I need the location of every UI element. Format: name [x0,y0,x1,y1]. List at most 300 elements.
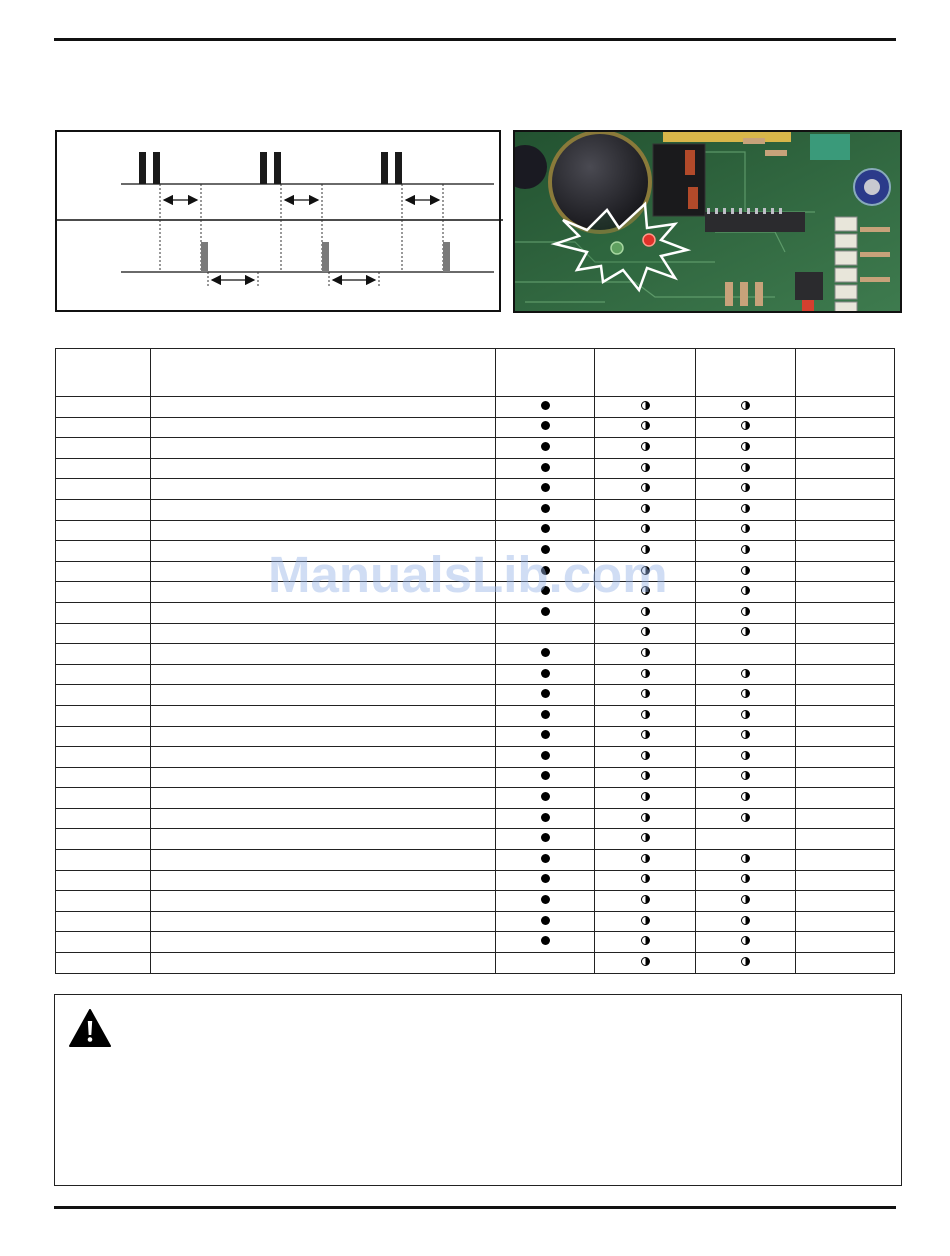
table-row [56,726,895,747]
pulse-bar [395,152,402,184]
table-cell [496,911,595,932]
table-cell [595,685,696,706]
table-row [56,788,895,809]
table-cell [151,932,496,953]
half-filled-circle-icon [741,627,750,636]
table-row [56,397,895,418]
table-row [56,664,895,685]
table-cell [56,788,151,809]
table-cell [56,520,151,541]
half-filled-circle-icon [741,607,750,616]
table-row [56,705,895,726]
timing-diagram-svg [57,132,503,314]
table-cell [796,438,895,459]
half-filled-circle-icon [741,586,750,595]
table-cell [496,438,595,459]
diagnostic-code-table [55,348,895,974]
table-cell [595,438,696,459]
table-row [56,911,895,932]
table-header-row [56,349,895,397]
table-cell [151,891,496,912]
table-cell [151,767,496,788]
table-cell [796,685,895,706]
half-filled-circle-icon [741,710,750,719]
table-cell [595,891,696,912]
table-cell [796,953,895,974]
table-row [56,520,895,541]
half-filled-circle-icon [741,895,750,904]
half-filled-circle-icon [641,627,650,636]
half-filled-circle-icon [741,504,750,513]
half-filled-circle-icon [741,916,750,925]
table-cell [696,644,796,665]
table-row [56,685,895,706]
table-cell [696,911,796,932]
table-cell [151,788,496,809]
table-cell [696,602,796,623]
table-header-cell [151,349,496,397]
table-cell [56,829,151,850]
half-filled-circle-icon [741,545,750,554]
table-cell [151,808,496,829]
control-board-photo [513,130,902,313]
filled-circle-icon [541,730,550,739]
filled-circle-icon [541,545,550,554]
table-row [56,479,895,500]
half-filled-circle-icon [741,936,750,945]
table-cell [696,953,796,974]
table-cell [56,911,151,932]
table-cell [595,664,696,685]
table-cell [151,520,496,541]
table-cell [56,582,151,603]
table-cell [151,726,496,747]
filled-circle-icon [541,771,550,780]
table-cell [56,726,151,747]
table-row [56,438,895,459]
half-filled-circle-icon [641,421,650,430]
led-timing-diagram [55,130,501,312]
table-cell [496,417,595,438]
table-cell [496,561,595,582]
half-filled-circle-icon [741,730,750,739]
table-cell [496,479,595,500]
table-header-cell [496,349,595,397]
half-filled-circle-icon [741,524,750,533]
half-filled-circle-icon [641,916,650,925]
table-cell [151,829,496,850]
table-cell [496,644,595,665]
table-cell [56,644,151,665]
table-cell [56,705,151,726]
table-cell [496,891,595,912]
table-cell [56,602,151,623]
table-cell [696,747,796,768]
table-cell [151,747,496,768]
warning-box [54,994,902,1186]
filled-circle-icon [541,442,550,451]
table-cell [496,541,595,562]
table-cell [56,808,151,829]
red-led-icon [643,234,655,246]
table-cell [696,685,796,706]
table-cell [56,685,151,706]
table-row [56,644,895,665]
half-filled-circle-icon [641,895,650,904]
pulse-bar [153,152,160,184]
half-filled-circle-icon [641,463,650,472]
table-cell [796,541,895,562]
table-cell [595,602,696,623]
table-header-cell [696,349,796,397]
filled-circle-icon [541,874,550,883]
table-cell [496,788,595,809]
table-cell [796,520,895,541]
filled-circle-icon [541,936,550,945]
table-cell [595,911,696,932]
table-cell [56,623,151,644]
table-cell [696,623,796,644]
table-cell [496,623,595,644]
filled-circle-icon [541,813,550,822]
filled-circle-icon [541,669,550,678]
table-row [56,458,895,479]
half-filled-circle-icon [741,401,750,410]
green-led-icon [611,242,623,254]
table-cell [696,397,796,418]
table-cell [595,953,696,974]
half-filled-circle-icon [641,483,650,492]
half-filled-circle-icon [741,874,750,883]
table-cell [595,829,696,850]
table-cell [796,397,895,418]
table-cell [56,438,151,459]
table-cell [56,932,151,953]
table-cell [595,541,696,562]
table-cell [151,499,496,520]
table-cell [151,541,496,562]
filled-circle-icon [541,792,550,801]
table-cell [595,747,696,768]
table-cell [496,932,595,953]
table-header-cell [796,349,895,397]
table-cell [56,417,151,438]
table-cell [595,767,696,788]
table-row [56,808,895,829]
table-cell [151,685,496,706]
table-cell [796,561,895,582]
table-cell [595,479,696,500]
table-cell [595,561,696,582]
table-cell [595,644,696,665]
half-filled-circle-icon [641,792,650,801]
table-cell [595,850,696,871]
top-rule [54,38,896,41]
table-cell [796,808,895,829]
table-cell [56,850,151,871]
table-cell [151,438,496,459]
table-cell [595,726,696,747]
table-row [56,747,895,768]
table-cell [151,582,496,603]
table-cell [151,953,496,974]
table-cell [696,438,796,459]
half-filled-circle-icon [741,566,750,575]
watermark: ManualsLib.com [268,546,668,603]
table-cell [56,541,151,562]
table-cell [496,582,595,603]
table-cell [56,561,151,582]
half-filled-circle-icon [641,730,650,739]
table-cell [56,767,151,788]
filled-circle-icon [541,586,550,595]
half-filled-circle-icon [641,586,650,595]
table-cell [496,767,595,788]
half-filled-circle-icon [641,524,650,533]
table-cell [151,479,496,500]
table-body [56,397,895,974]
table-cell [151,644,496,665]
half-filled-circle-icon [741,813,750,822]
table-row [56,829,895,850]
table-cell [56,953,151,974]
table-cell [595,499,696,520]
table-row [56,953,895,974]
table-row [56,850,895,871]
table-cell [796,850,895,871]
half-filled-circle-icon [741,669,750,678]
table-cell [796,479,895,500]
table-cell [496,602,595,623]
table-cell [796,911,895,932]
pulse-bar [443,242,450,272]
table-row [56,561,895,582]
table-cell [796,747,895,768]
filled-circle-icon [541,401,550,410]
table-cell [496,705,595,726]
table-cell [56,870,151,891]
filled-circle-icon [541,463,550,472]
table-cell [595,870,696,891]
pulse-bar [201,242,208,272]
half-filled-circle-icon [741,442,750,451]
table-cell [696,479,796,500]
table-cell [151,623,496,644]
table-cell [796,623,895,644]
half-filled-circle-icon [641,854,650,863]
filled-circle-icon [541,751,550,760]
table-cell [796,829,895,850]
filled-circle-icon [541,483,550,492]
table-cell [696,458,796,479]
table-cell [696,726,796,747]
table-cell [696,417,796,438]
half-filled-circle-icon [641,957,650,966]
table-row [56,870,895,891]
half-filled-circle-icon [641,771,650,780]
board-photo-svg [515,132,902,313]
table-cell [496,850,595,871]
pulse-bar [322,242,329,272]
table-cell [696,520,796,541]
table-row [56,582,895,603]
half-filled-circle-icon [741,463,750,472]
table-cell [595,397,696,418]
half-filled-circle-icon [641,710,650,719]
half-filled-circle-icon [641,689,650,698]
table-cell [496,870,595,891]
half-filled-circle-icon [641,813,650,822]
table-cell [496,808,595,829]
table-cell [796,705,895,726]
filled-circle-icon [541,648,550,657]
pulse-bar [274,152,281,184]
table-cell [696,891,796,912]
table-cell [796,644,895,665]
table-cell [595,417,696,438]
table-cell [595,623,696,644]
table-cell [151,870,496,891]
table-cell [496,397,595,418]
table-cell [496,726,595,747]
table-cell [56,499,151,520]
table-cell [696,664,796,685]
table-row [56,891,895,912]
half-filled-circle-icon [741,771,750,780]
table-cell [796,582,895,603]
bottom-rule [54,1206,896,1209]
table-cell [496,747,595,768]
filled-circle-icon [541,833,550,842]
filled-circle-icon [541,710,550,719]
table-cell [696,829,796,850]
table-cell [696,932,796,953]
table-cell [56,747,151,768]
table-cell [56,397,151,418]
table-cell [796,726,895,747]
table-cell [496,829,595,850]
filled-circle-icon [541,524,550,533]
table-cell [151,850,496,871]
table-cell [696,808,796,829]
table-header-cell [595,349,696,397]
table-row [56,767,895,788]
table-row [56,417,895,438]
table-cell [151,911,496,932]
table-cell [696,705,796,726]
table-cell [496,685,595,706]
table-cell [595,808,696,829]
pulse-bar [260,152,267,184]
half-filled-circle-icon [741,483,750,492]
table-cell [151,417,496,438]
table-cell [595,458,696,479]
half-filled-circle-icon [741,792,750,801]
table-cell [151,458,496,479]
table-cell [696,561,796,582]
table-cell [496,520,595,541]
table-cell [796,767,895,788]
table-cell [595,932,696,953]
half-filled-circle-icon [741,421,750,430]
half-filled-circle-icon [741,751,750,760]
filled-circle-icon [541,689,550,698]
table-cell [796,788,895,809]
table-cell [56,458,151,479]
filled-circle-icon [541,854,550,863]
table-cell [151,561,496,582]
half-filled-circle-icon [641,833,650,842]
table-cell [595,705,696,726]
table-cell [151,664,496,685]
table-row [56,932,895,953]
half-filled-circle-icon [641,566,650,575]
table-cell [151,705,496,726]
table-cell [796,891,895,912]
filled-circle-icon [541,895,550,904]
table-cell [696,788,796,809]
table-cell [496,458,595,479]
table-row [56,602,895,623]
half-filled-circle-icon [641,504,650,513]
table-cell [496,499,595,520]
half-filled-circle-icon [641,669,650,678]
filled-circle-icon [541,607,550,616]
half-filled-circle-icon [641,874,650,883]
pulse-bar [381,152,388,184]
warning-triangle-icon [69,1009,111,1047]
table-cell [696,767,796,788]
filled-circle-icon [541,421,550,430]
table-cell [796,932,895,953]
table-cell [796,417,895,438]
filled-circle-icon [541,566,550,575]
half-filled-circle-icon [641,442,650,451]
table-cell [151,602,496,623]
table-header-cell [56,349,151,397]
half-filled-circle-icon [641,545,650,554]
pulse-bar [139,152,146,184]
table-cell [696,582,796,603]
table-cell [56,891,151,912]
table-row [56,623,895,644]
table-cell [696,499,796,520]
table-cell [151,397,496,418]
table-row [56,499,895,520]
half-filled-circle-icon [741,689,750,698]
table-cell [56,664,151,685]
table-row [56,541,895,562]
table-cell [595,582,696,603]
half-filled-circle-icon [741,854,750,863]
half-filled-circle-icon [641,751,650,760]
table-cell [496,953,595,974]
table-cell [796,870,895,891]
table-cell [796,602,895,623]
table-cell [595,788,696,809]
filled-circle-icon [541,504,550,513]
half-filled-circle-icon [641,401,650,410]
table-cell [796,664,895,685]
half-filled-circle-icon [641,607,650,616]
filled-circle-icon [541,916,550,925]
table-cell [696,541,796,562]
table-cell [595,520,696,541]
table-cell [796,458,895,479]
table-cell [696,870,796,891]
half-filled-circle-icon [641,936,650,945]
table-cell [56,479,151,500]
